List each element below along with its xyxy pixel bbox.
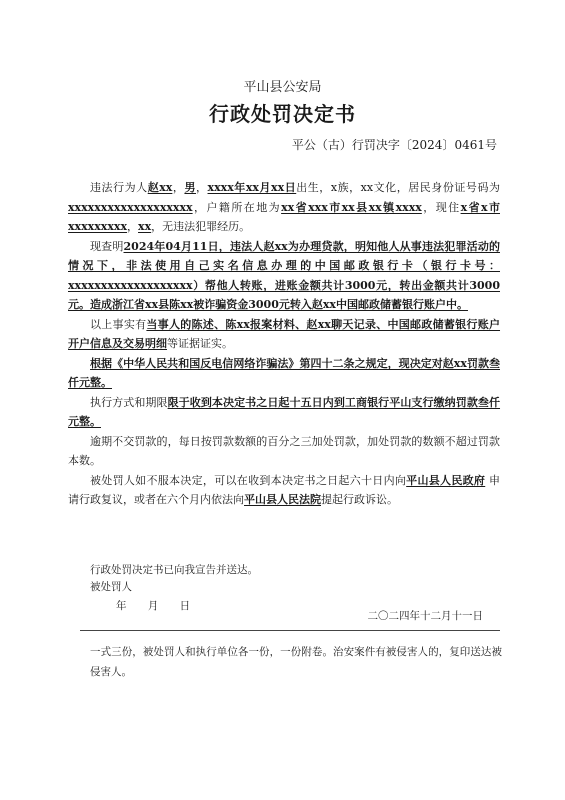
service-acknowledgement [90, 562, 258, 596]
execution-method: 限于收到本决定书之日起十五日内到工商银行平山支行缴纳罚款叁仟元整。 [68, 395, 501, 428]
text-segment: 违法行为人 [90, 181, 148, 194]
text-segment: ，无违法犯罪经历。 [151, 220, 251, 233]
decision-paragraph [68, 354, 500, 393]
issue-date: 二〇二四年十二月十一日 [367, 610, 483, 622]
offender-name: 赵xx [147, 181, 173, 194]
offender-dob: xxxx年xx月xx日 [207, 181, 297, 194]
issuing-agency: 平山县公安局 [243, 80, 322, 95]
text-segment: 出生，x族，xx文化，居民身份证号码为 [296, 181, 501, 194]
offender-info-paragraph [68, 178, 500, 237]
document-title: 行政处罚决定书 [209, 102, 356, 126]
document-body [68, 178, 500, 510]
text-segment: 申请行政复议，或者在六个月内依法向 [68, 473, 501, 506]
decision-text: 根据《中华人民共和国反电信网络诈骗法》第四十二条之规定，现决定对赵xx罚款叁仟元整。 [68, 356, 500, 389]
recipient-signature-label: 被处罚人 [90, 581, 132, 593]
late-penalty-paragraph [68, 432, 500, 471]
document-number: 平公（古）行罚决字〔2024〕0461号 [291, 138, 497, 152]
appeal-paragraph [68, 471, 500, 510]
text-segment: ， [127, 220, 139, 233]
facts-text: 2024年04月11日，违法人赵xx为办理贷款，明知他人从事违法犯罪活动的情况下，非法使用自己实名信息办理的中国邮政银行卡（银行卡号：xxxxxxxxxxxxxxxxxxx）帮他人转账，进账金额共计3000元，转出金额共计3000元。造成浙江省xx县陈xx被诈骗资金3000元转入赵xx中国邮政储蓄银行账户中。 [68, 239, 500, 311]
evidence-paragraph [68, 315, 500, 354]
offender-occupation: xx [138, 220, 152, 233]
offender-hukou: xx省xxx市xx县xx镇xxxx [281, 200, 422, 214]
text-segment: 现查明 [90, 239, 124, 253]
text-segment: 提起行政诉讼。 [321, 493, 398, 506]
footer-divider [80, 630, 500, 631]
served-statement: 行政处罚决定书已向我宣告并送达。 [90, 564, 258, 576]
copies-note: 一式三份，被处罚人和执行单位各一份，一份附卷。治安案件有被侵害人的，复印送达被侵害人。 [90, 646, 502, 678]
text-segment: 逾期不交罚款的，每日按罚款数额的百分之三加处罚款，加处罚款的数额不超过罚款本数。 [68, 434, 500, 467]
facts-paragraph [68, 237, 500, 315]
execution-paragraph [68, 393, 500, 432]
offender-residence: x省x市xxxxxxxxx [68, 200, 500, 233]
text-segment: ，现住 [421, 200, 461, 214]
text-segment: 执行方式和期限 [90, 395, 168, 409]
court-name: 平山县人民法院 [244, 493, 321, 506]
evidence-list: 当事人的陈述、陈xx报案材料、赵xx聊天记录、中国邮政储蓄银行账户开户信息及交易明细 [68, 317, 501, 350]
offender-id-number: xxxxxxxxxxxxxxxxxxx [68, 200, 193, 214]
signature-date-blank: 年 月 日 [116, 600, 191, 612]
text-segment: ， [195, 181, 208, 194]
text-segment: ， [172, 181, 185, 194]
text-segment: 以上事实有 [90, 317, 147, 331]
text-segment: 等证据证实。 [167, 337, 233, 350]
text-segment: ，户籍所在地为 [192, 200, 282, 214]
offender-gender: 男 [184, 181, 196, 194]
text-segment: 被处罚人如不服本决定，可以在收到本决定书之日起六十日内向 [90, 473, 407, 487]
review-authority: 平山县人民政府 [406, 473, 486, 487]
